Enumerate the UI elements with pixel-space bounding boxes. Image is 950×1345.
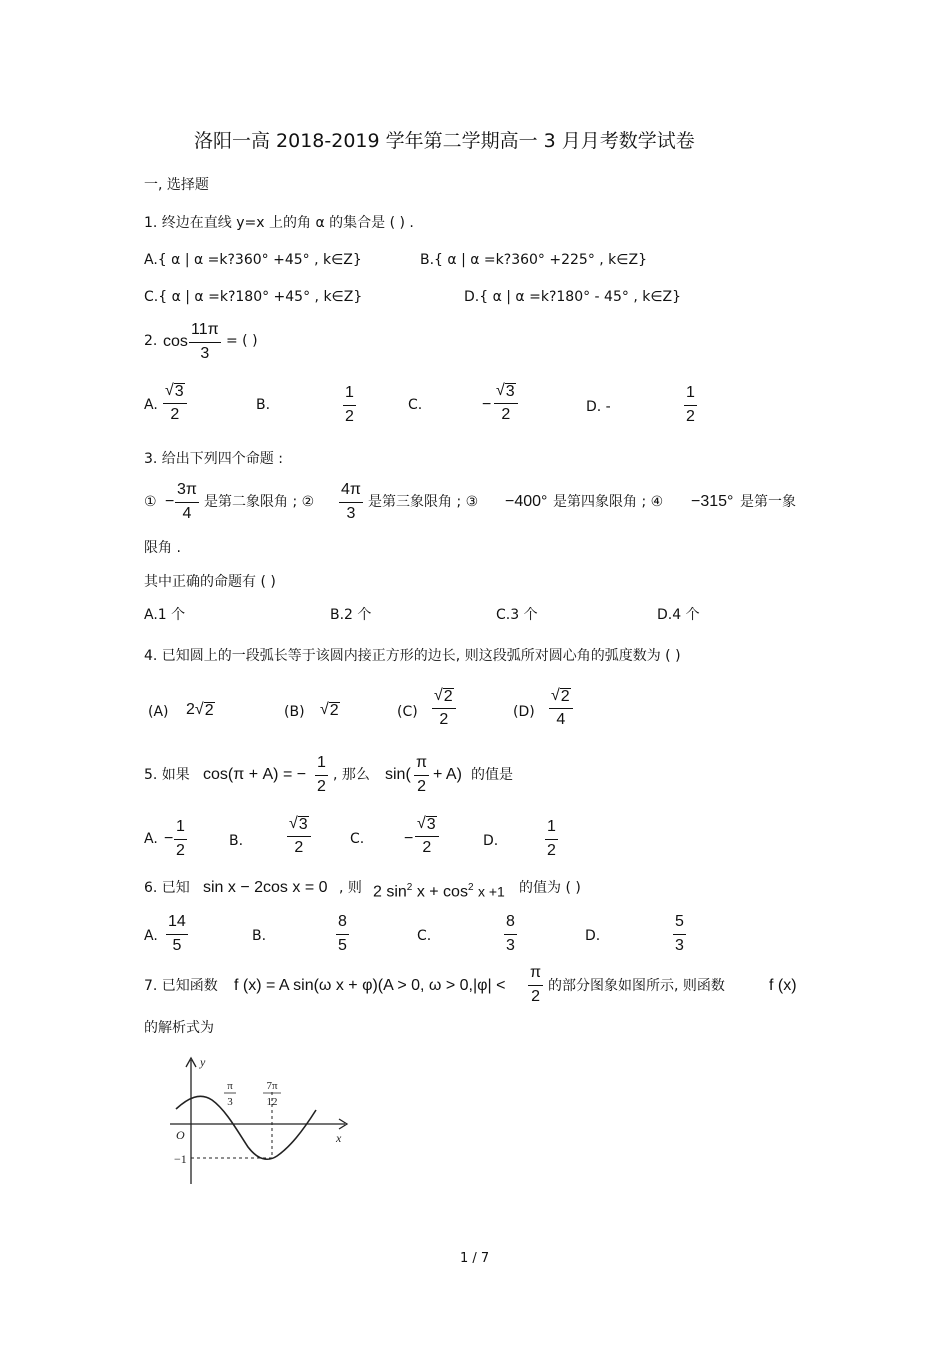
question-4-option-b-value: √ 2 xyxy=(320,701,339,719)
fraction-numerator: π xyxy=(416,754,428,771)
question-6-option-a-value xyxy=(166,913,188,955)
fraction-numerator: 11π xyxy=(191,321,219,338)
fraction-numerator: 5 xyxy=(675,913,684,930)
question-2-option-a-value: √ 3 2 xyxy=(163,382,187,424)
question-5-option-c-neg: − xyxy=(404,830,414,847)
question-6-option-d-value xyxy=(673,913,686,955)
fraction-denominator: 2 xyxy=(531,988,540,1005)
question-1-option-b: B.{ α | α =k?360° +225° , k∈Z} xyxy=(420,252,647,268)
question-6-expression xyxy=(373,879,505,901)
fraction-numerator: 1 xyxy=(345,384,354,401)
fraction-numerator: π xyxy=(530,964,542,981)
question-3-option-d: D.4 个 xyxy=(657,607,700,623)
question-6-condition: sin x − 2cos x = 0 xyxy=(203,879,328,896)
question-5-expression-3: + A) xyxy=(433,766,462,783)
question-2-option-b-value xyxy=(343,384,356,426)
question-4-option-d-label: (D) xyxy=(513,704,535,720)
fraction-numerator: 1 xyxy=(547,818,556,835)
question-5-option-a-label: A. xyxy=(144,831,158,847)
radicand: 3 xyxy=(505,383,515,400)
question-2-option-c-neg: − xyxy=(482,396,492,413)
question-5-option-b-label: B. xyxy=(229,833,244,849)
radicand: 3 xyxy=(174,383,184,400)
expression-part: x + cos xyxy=(416,883,468,901)
fraction-denominator: 2 xyxy=(417,778,426,795)
question-7-function: f (x) = A sin(ω x + φ)(A > 0, ω > 0,|φ| < xyxy=(234,977,506,994)
question-5-option-a-value xyxy=(174,818,187,860)
radicand: 2 xyxy=(204,702,214,719)
proposition-4-text: 是第一象 xyxy=(740,494,796,510)
fraction-denominator: 2 xyxy=(547,842,556,859)
proposition-1-text: 是第二象限角 ; ② xyxy=(204,494,315,510)
exponent: 2 xyxy=(467,882,474,893)
question-7-fraction xyxy=(528,964,543,1006)
question-6-connector: , 则 xyxy=(339,880,362,896)
question-6-option-a-label: A. xyxy=(144,928,158,944)
question-3-option-b: B.2 个 xyxy=(330,607,372,623)
fraction-denominator: 2 xyxy=(686,408,695,425)
question-5-tail: 的值是 xyxy=(471,767,513,783)
question-5-option-b-value: √ 3 2 xyxy=(287,815,311,857)
fraction-numerator: 14 xyxy=(168,913,186,930)
fraction-numerator: 1 xyxy=(686,384,695,401)
radicand: 2 xyxy=(560,688,570,705)
proposition-1-marker: ① xyxy=(144,494,157,510)
sine-curve xyxy=(176,1096,316,1159)
radicand: 2 xyxy=(329,702,339,719)
question-3-question: 其中正确的命题有 ( ) xyxy=(144,574,276,590)
fraction-denominator: 5 xyxy=(172,937,182,954)
x-axis-label: x xyxy=(336,1131,342,1145)
fraction-numerator: 1 xyxy=(176,818,185,835)
proposition-3-angle: −400° xyxy=(505,493,548,510)
y-tick-neg1: −1 xyxy=(174,1152,187,1166)
question-2-cos: cos xyxy=(163,333,188,350)
fraction-denominator: 3 xyxy=(675,937,684,954)
question-5-connector: , 那么 xyxy=(333,767,370,783)
question-3-stem: 3. 给出下列四个命题 : xyxy=(144,451,283,467)
x-tick-7pi-12-num: 7π xyxy=(266,1080,278,1092)
question-7-label: 7. 已知函数 xyxy=(144,978,218,994)
question-5-expression-1: cos(π + A) = − xyxy=(203,766,307,783)
radicand: 2 xyxy=(443,688,453,705)
function-graph xyxy=(160,1052,360,1187)
question-7-continued: 的解析式为 xyxy=(144,1020,214,1036)
radicand: 3 xyxy=(298,816,308,833)
x-tick-7pi-12-den: 12 xyxy=(266,1096,278,1108)
question-5-label: 5. 如果 xyxy=(144,767,190,783)
question-4-option-d-value: √ 2 4 xyxy=(549,687,573,729)
fraction-numerator: 3π xyxy=(177,481,197,498)
fraction-denominator: 5 xyxy=(338,937,347,954)
question-2-option-b-label: B. xyxy=(256,397,271,413)
fraction-denominator: 2 xyxy=(317,778,326,795)
fraction-denominator: 2 xyxy=(345,408,354,425)
question-5-option-c-label: C. xyxy=(350,831,365,847)
question-4-option-a-value: 2 √ 2 xyxy=(186,701,214,719)
fraction-denominator: 4 xyxy=(556,711,566,728)
question-4-option-b-label: (B) xyxy=(284,704,305,720)
question-4-stem: 4. 已知圆上的一段弧长等于该圆内接正方形的边长, 则这段弧所对圆心角的弧度数为 ( ) xyxy=(144,648,681,664)
question-6-option-d-label: D. xyxy=(585,928,601,944)
question-5-fraction-1 xyxy=(315,754,328,796)
question-6-option-c-label: C. xyxy=(417,928,432,944)
proposition-3-text: 是第四象限角 ; ④ xyxy=(553,494,664,510)
question-6-label: 6. 已知 xyxy=(144,880,190,896)
question-2-label: 2. xyxy=(144,333,158,349)
x-tick-pi-3-num: π xyxy=(227,1080,233,1092)
question-6-tail: 的值为 ( ) xyxy=(519,880,581,896)
fraction-denominator: 2 xyxy=(501,406,511,423)
fraction-numerator: 4π xyxy=(341,481,361,498)
question-7-tail: 的部分图象如图所示, 则函数 xyxy=(548,978,725,994)
expression-part: 2 sin xyxy=(373,883,407,901)
question-7-function-name: f (x) xyxy=(769,977,797,994)
fraction-denominator: 3 xyxy=(200,345,210,362)
page-title: 洛阳一高 2018-2019 学年第二学期高一 3 月月考数学试卷 xyxy=(194,130,695,152)
fraction-denominator: 2 xyxy=(294,839,304,856)
question-1-option-d: D.{ α | α =k?180° - 45° , k∈Z} xyxy=(464,289,682,305)
radicand: 3 xyxy=(426,816,436,833)
fraction-denominator: 2 xyxy=(176,842,185,859)
question-2-tail: = ( ) xyxy=(226,333,258,349)
question-2-option-c-label: C. xyxy=(408,397,423,413)
y-axis-label: y xyxy=(200,1055,206,1069)
question-4-option-c-value: √ 2 2 xyxy=(432,687,456,729)
question-3-continued: 限角 . xyxy=(144,540,181,556)
fraction-denominator: 3 xyxy=(346,505,356,522)
coefficient: 2 xyxy=(186,701,195,718)
exponent: 2 xyxy=(406,882,413,893)
question-4-option-a-label: (A) xyxy=(148,704,169,720)
question-2-option-d-value xyxy=(684,384,697,426)
fraction-denominator: 3 xyxy=(506,937,515,954)
fraction-numerator: 8 xyxy=(338,913,347,930)
section-heading: 一, 选择题 xyxy=(144,177,209,193)
fraction-denominator: 2 xyxy=(439,711,449,728)
question-5-option-a-neg: − xyxy=(164,830,174,847)
question-2-fraction xyxy=(189,321,221,363)
question-6-option-b-value xyxy=(336,913,349,955)
page-number: 1 / 7 xyxy=(460,1251,490,1266)
proposition-2-text: 是第三象限角 ; ③ xyxy=(368,494,479,510)
question-1-option-a: A.{ α | α =k?360° +45° , k∈Z} xyxy=(144,252,362,268)
proposition-2-angle xyxy=(339,481,363,523)
question-5-expression-2: sin( xyxy=(385,766,411,783)
question-5-option-d-value xyxy=(545,818,558,860)
fraction-denominator: 2 xyxy=(170,406,180,423)
question-5-option-c-value: √ 3 2 xyxy=(415,815,439,857)
proposition-4-angle: −315° xyxy=(691,493,734,510)
fraction-denominator: 4 xyxy=(182,505,192,522)
question-4-option-c-label: (C) xyxy=(397,704,418,720)
fraction-denominator: 2 xyxy=(422,839,432,856)
proposition-1-angle xyxy=(175,481,199,523)
proposition-1-neg: − xyxy=(165,493,175,510)
x-tick-pi-3-den: 3 xyxy=(227,1096,233,1108)
question-1-option-c: C.{ α | α =k?180° +45° , k∈Z} xyxy=(144,289,363,305)
question-2-option-c-value: √ 3 2 xyxy=(494,382,518,424)
expression-part: x +1 xyxy=(477,883,505,900)
question-6-option-b-label: B. xyxy=(252,928,267,944)
question-2-option-a-label: A. xyxy=(144,397,158,413)
origin-label: O xyxy=(176,1128,185,1142)
question-6-option-c-value xyxy=(504,913,517,955)
question-2-option-d-label: D. - xyxy=(586,399,611,415)
question-3-option-c: C.3 个 xyxy=(496,607,538,623)
fraction-numerator: 8 xyxy=(506,913,515,930)
question-5-fraction-2 xyxy=(414,754,429,796)
question-1-stem: 1. 终边在直线 y=x 上的角 α 的集合是 ( ) . xyxy=(144,215,414,231)
fraction-numerator: 1 xyxy=(317,754,326,771)
question-3-option-a: A.1 个 xyxy=(144,607,186,623)
question-5-option-d-label: D. xyxy=(483,833,499,849)
